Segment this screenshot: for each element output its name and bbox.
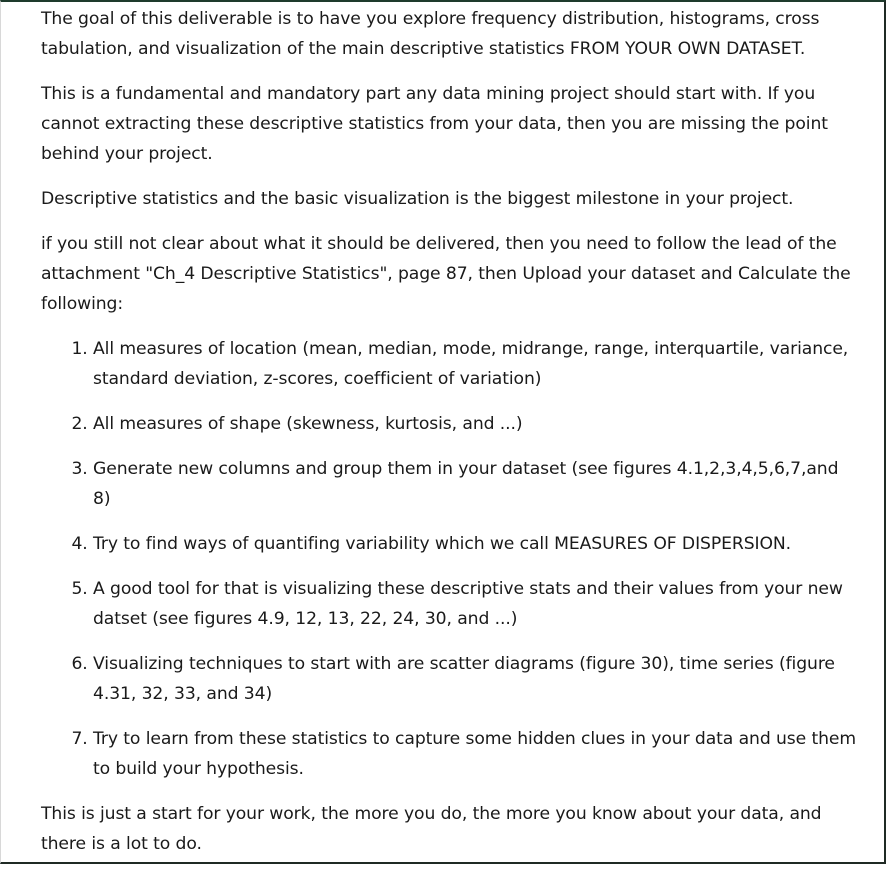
intro-paragraph: The goal of this deliverable is to have you explore frequency distribution, histograms, cross tabulation, and visualization of the main descriptive statistics FROM YOUR OWN DATASET. [41, 9, 820, 59]
list-item: 2. All measures of shape (skewness, kurtosis, and ...) [93, 409, 861, 439]
instructions-paragraph: if you still not clear about what it should be delivered, then you need to follow the lead of the attachment "Ch_4 Descriptive Statistics", page 87, then Upload your dataset and Calculate the following: [41, 234, 851, 314]
milestone-paragraph: Descriptive statistics and the basic visualization is the biggest milestone in your project. [41, 189, 794, 209]
list-item: 7. Try to learn from these statistics to capture some hidden clues in your data and use them to build your hypothesis. [93, 724, 861, 784]
list-item: 5. A good tool for that is visualizing these descriptive stats and their values from your new datset (see figures 4.9, 12, 13, 22, 24, 30, and ...) [93, 574, 861, 634]
list-item: 4. Try to find ways of quantifing variability which we call MEASURES OF DISPERSION. [93, 529, 861, 559]
list-item: 1. All measures of location (mean, median, mode, midrange, range, interquartile, variance, standard deviation, z-scores, coefficient of variation) [93, 334, 861, 394]
mandatory-paragraph: This is a fundamental and mandatory part any data mining project should start with. If you cannot extracting these descriptive statistics from your data, then you are missing the point behind your project. [41, 84, 828, 164]
closing-paragraph: This is just a start for your work, the more you do, the more you know about your data, and there is a lot to do. [41, 804, 822, 854]
list-item: 3. Generate new columns and group them in your dataset (see figures 4.1,2,3,4,5,6,7,and 8) [93, 454, 861, 514]
assignment-description [41, 4, 861, 874]
list-item: 6. Visualizing techniques to start with are scatter diagrams (figure 30), time series (figure 4.31, 32, 33, and 34) [93, 649, 861, 709]
task-list [41, 334, 861, 784]
